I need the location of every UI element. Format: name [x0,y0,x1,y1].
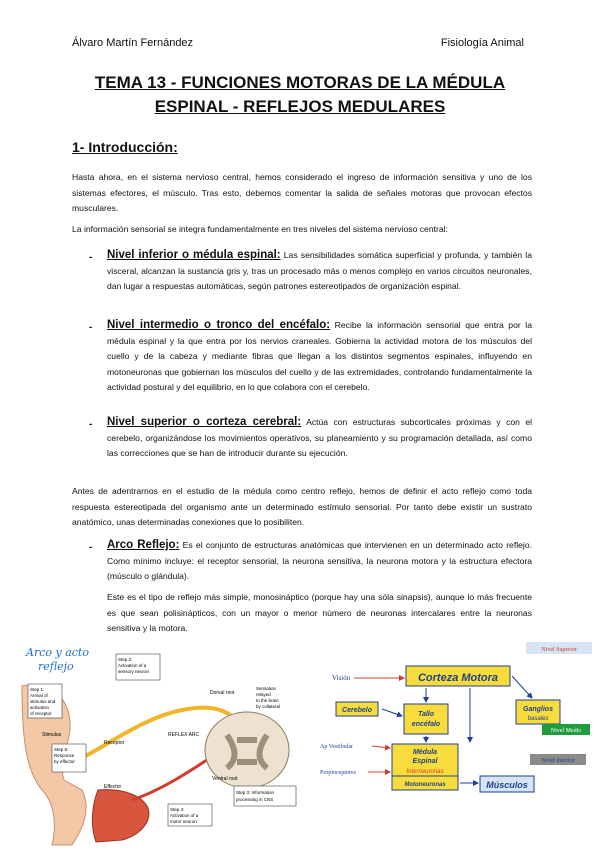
bullet-dash: - [89,542,93,553]
medula-label-1: Médula [412,749,438,756]
step2-label: Step 2: Activation of a sensory neuron [118,657,150,674]
medula-label-2: Espinal [412,758,438,765]
bullet-dash: - [89,322,93,333]
reflex-arc-label: REFLEX ARC [168,732,200,738]
header-subject: Fisiología Animal [440,37,524,49]
intro-paragraph-2: La información sensorial se integra fundamentalmente en tres niveles del sistema nervioso central: [72,224,448,234]
arco-paragraph-2: Este es el tipo de reflejo más simple, monosináptico (porque hay una sóla sinapsis), aunque lo más frecuente es que sean polisinápticos, con un mayor o menor número de neuronas intercalares entre la neuronas sensitiva y la motora. [107,592,532,633]
bullet-arco-reflejo [107,538,532,585]
stimulus-label: Stimulus [42,732,62,738]
vision-label: Visión [332,674,351,682]
interneuronas-label: Interneuronas [406,769,444,775]
musculos-label: Músculos [486,780,528,790]
sensation-label: Sensation relayed to the brain by collateral [256,686,281,709]
step5-label: Step 5: Response by effector [54,747,75,764]
bullet-text: Recibe la información sensorial que entra por la médula espinal y la que entra por los nervios craneales. Gobierna la actividad motora de los músculos del cuello y de la cabeza y mediante fibras que llegan a los distintos segmentos espinales, influyendo en motoneuronas que gobiernan los músculos del cuello y de las extremidades, controlando fundamentalmente la actividad postural y del equilibrio, en lo que colabora con el cerebelo. [107,320,532,392]
step3-label: Step 3: Information processing in CNS [236,790,275,802]
motor-levels-diagram [320,636,598,796]
page-title [0,71,600,119]
handwritten-title-line2: reflejo [38,660,74,673]
nivel-medio-label: Nivel Medio [550,728,582,734]
nivel-superior-label: Nivel Superior [541,647,577,653]
ganglios-label-1: Ganglios [523,706,553,713]
step1-label: Step 1: Arrival of stimulus and activation of receptor [30,687,56,716]
title-line-1: TEMA 13 - FUNCIONES MOTORAS DE LA MÉDULA [94,73,506,92]
handwritten-title-line1: Arco y acto [26,646,89,659]
reflex-arc-illustration [12,640,312,848]
tallo-label-1: Tallo [417,711,435,718]
propioceptores-label: Propioceptores [320,770,356,776]
title-line-2: ESPINAL - REFLEJOS MEDULARES [154,97,446,116]
bullet-term: Arco Reflejo: [107,539,180,551]
tallo-box [404,704,448,734]
tallo-label-2: encéfalo [411,721,441,728]
bullet-nivel-intermedio [107,318,532,396]
cerebelo-label: Cerebelo [342,707,372,714]
bullet-term: Nivel superior o corteza cerebral: [107,416,302,428]
bullet-text: Actúa con estructuras subcorticales próximas y con el cerebelo, organizándose los movimientos operativos, su planeamiento y su programación detallada, así como las correcciones que se han de introducir durante su ejecución. [107,417,533,458]
bullet-nivel-superior [107,415,532,462]
bullet-dash: - [89,252,93,263]
step4-label: Step 4: Activation of a motor neuron [170,807,199,824]
motor-levels-svg [320,636,598,796]
section-heading: 1- Introducción: [72,139,178,155]
bullet-nivel-inferior [107,248,532,295]
reflex-arc-figure [12,640,312,848]
ganglios-label-2: basales [527,716,549,722]
bullet-text: Las sensibilidades somática superficial y profunda, y también la visceral, alcanzan la sustancia gris y, tras un procesado más o menos complejo en varios circuitos neuronales, dan lugar a respuestas automáticas, según patrones estereotipados de organización espinal. [107,250,532,291]
bullet-term: Nivel inferior o médula espinal: [107,249,281,261]
intro-paragraph-1: Hasta ahora, en el sistema nervioso central, hemos considerado el ingreso de información sensitiva y uno de los sistemas efectores, el músculo. Tras esto, debemos comentar la salida de señales motoras que provocan efectos musculares. [72,172,532,213]
bullet-term: Nivel intermedio o tronco del encéfalo: [107,319,331,331]
motoneuronas-label: Motoneuronas [404,782,446,788]
bullet-text: Es el conjunto de estructuras anatómicas que intervienen en un determinado acto reflejo. Como mínimo incluye: el receptor sensorial, la neurona sensitiva, la neurona motora y la estructura efectora (músculo o glándula). [107,540,532,581]
intro-paragraph-3: Antes de adentrarnos en el estudio de la médula como centro reflejo, hemos de definir el acto reflejo como toda respuesta estereotipada del organismo ante un determinado estímulo sensorial. Por tanto debe existir un sustrato anatómico, unas determinadas conexiones que lo posibiliten. [72,486,532,527]
step-box [234,786,296,806]
bullet-dash: - [89,419,93,430]
ap-vestibular-label: Ap Vestibular [320,744,354,750]
corteza-label: Corteza Motora [417,672,499,684]
nivel-inferior-label: Nivel Inferior [541,758,575,764]
dorsal-root-label: Dorsal root [210,690,235,696]
receptor-label: Receptor [104,740,125,746]
effector-label: Effector [104,784,122,790]
header-author: Álvaro Martín Fernández [72,37,194,49]
ventral-root-label: Ventral root [212,776,238,782]
